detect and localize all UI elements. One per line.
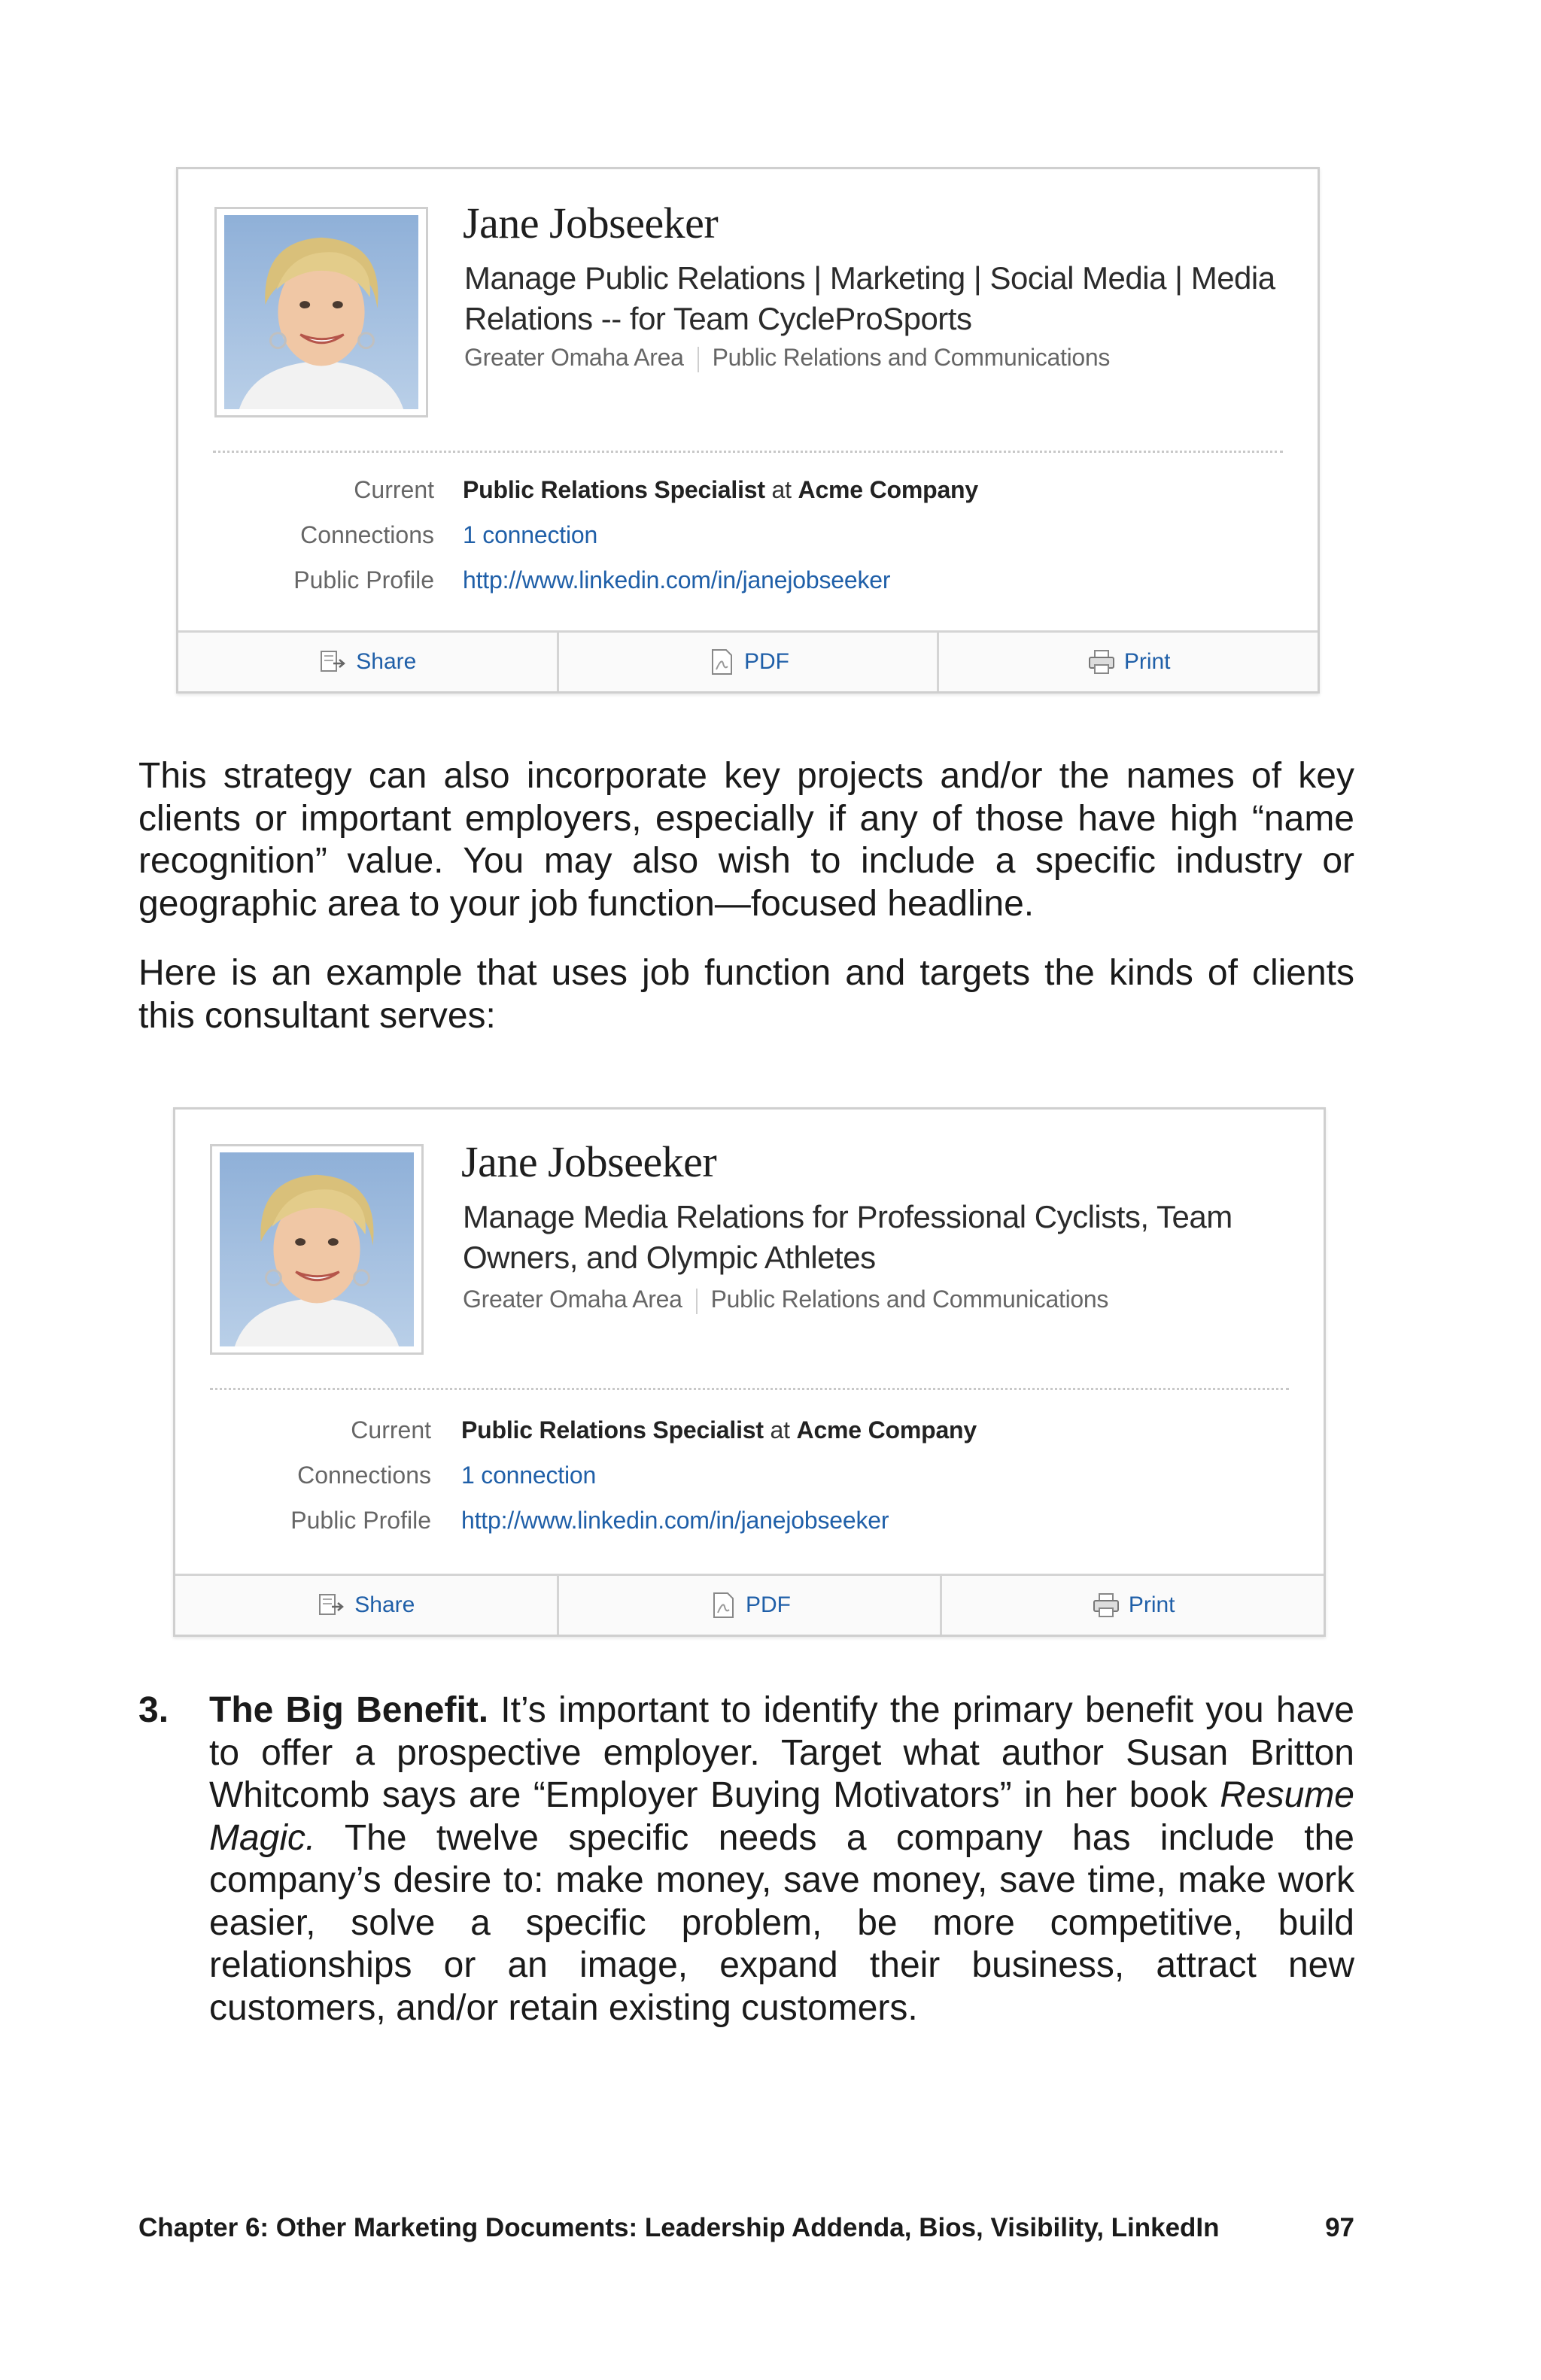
- book-title: Resume Magic.: [209, 1775, 1354, 1858]
- separator: [696, 1289, 698, 1314]
- profile-photo: [214, 207, 428, 417]
- item-text-part-1: It’s important to identify the primary benefit you have to offer a prospective employer. Target what author Susan Britton Whitcomb says are “Employer Buying Motivators” in her book: [209, 1690, 1354, 1815]
- current-label: Current: [354, 476, 434, 503]
- profile-name: Jane Jobseeker: [461, 1137, 717, 1186]
- public-profile-row: [178, 560, 1318, 606]
- profile-toolbar: [178, 630, 1318, 691]
- connections-row: [175, 1456, 1324, 1501]
- connections-link[interactable]: 1 connection: [463, 521, 598, 548]
- pdf-label: PDF: [744, 649, 789, 674]
- pdf-button[interactable]: [559, 633, 940, 691]
- footer-chapter: Chapter 6: Other Marketing Documents: Leadership Addenda, Bios, Visibility, LinkedIn: [138, 2213, 1220, 2242]
- item-text: [209, 1689, 1354, 2029]
- profile-photo-image: [223, 215, 420, 409]
- dotted-divider: [210, 1388, 1289, 1390]
- print-label: Print: [1123, 649, 1171, 674]
- profile-photo: [210, 1144, 424, 1355]
- profile-details: [178, 470, 1318, 606]
- location-industry-line: [464, 344, 1110, 372]
- share-icon: [317, 1590, 347, 1620]
- public-profile-link[interactable]: http://www.linkedin.com/in/janejobseeker: [463, 566, 891, 593]
- current-title: Public Relations Specialist: [461, 1416, 764, 1443]
- share-icon: [318, 647, 348, 677]
- share-label: Share: [356, 649, 417, 674]
- profile-name: Jane Jobseeker: [463, 199, 719, 247]
- page-footer: [138, 2213, 1354, 2243]
- share-label: Share: [354, 1592, 415, 1617]
- profile-photo-image: [218, 1152, 415, 1346]
- profile-location: Greater Omaha Area: [463, 1286, 682, 1313]
- current-title: Public Relations Specialist: [463, 476, 765, 503]
- pdf-icon: [707, 647, 737, 677]
- connections-label: Connections: [300, 521, 434, 548]
- item-title: The Big Benefit.: [209, 1690, 489, 1730]
- public-profile-label: Public Profile: [290, 1507, 431, 1534]
- share-button[interactable]: [178, 633, 559, 691]
- public-profile-label: Public Profile: [293, 566, 434, 593]
- connections-label: Connections: [297, 1462, 431, 1489]
- current-label: Current: [351, 1416, 431, 1443]
- pdf-button[interactable]: [559, 1576, 943, 1635]
- public-profile-row: [175, 1501, 1324, 1546]
- print-button[interactable]: [939, 633, 1318, 691]
- share-button[interactable]: [175, 1576, 559, 1635]
- connections-link[interactable]: 1 connection: [461, 1462, 597, 1489]
- location-industry-line: [463, 1286, 1108, 1314]
- pdf-label: PDF: [746, 1592, 791, 1617]
- profile-toolbar: [175, 1574, 1324, 1635]
- linkedin-profile-card-1: [176, 167, 1320, 694]
- pdf-icon: [708, 1590, 738, 1620]
- separator: [698, 347, 699, 372]
- profile-industry: Public Relations and Communications: [710, 1286, 1109, 1313]
- profile-industry: Public Relations and Communications: [712, 344, 1111, 371]
- current-at: at: [770, 1416, 790, 1443]
- public-profile-link[interactable]: http://www.linkedin.com/in/janejobseeker: [461, 1507, 889, 1534]
- body-paragraph-1: This strategy can also incorporate key projects and/or the names of key clients or important employers, especially if any of those have high “name recognition” value. You may also wish to include a specific industry or geographic area to your job function—focused headline.: [138, 756, 1354, 924]
- print-label: Print: [1128, 1592, 1175, 1617]
- print-icon: [1087, 647, 1117, 677]
- profile-headline: Manage Media Relations for Professional Cyclists, Team Owners, and Olympic Athletes: [463, 1199, 1232, 1275]
- item-number: 3.: [138, 1690, 169, 1730]
- profile-headline: Manage Public Relations | Marketing | Social Media | Media Relations -- for Team CycleProSports: [464, 260, 1275, 336]
- page-number: 97: [1325, 2213, 1354, 2242]
- connections-row: [178, 515, 1318, 560]
- current-row: [178, 470, 1318, 515]
- body-paragraph-2: Here is an example that uses job function and targets the kinds of clients this consultant serves:: [138, 953, 1354, 1036]
- item-text-part-2: The twelve specific needs a company has include the company’s desire to: make money, save money, save time, make work easier, solve a specific problem, be more competitive, build relationships or an image, expand their business, attract new customers, and/or retain existing customers.: [209, 1817, 1354, 2028]
- print-button[interactable]: [942, 1576, 1324, 1635]
- print-icon: [1091, 1590, 1121, 1620]
- dotted-divider: [213, 451, 1283, 453]
- current-value: [463, 476, 978, 504]
- current-company: Acme Company: [798, 476, 978, 503]
- current-row: [175, 1410, 1324, 1456]
- profile-location: Greater Omaha Area: [464, 344, 684, 371]
- current-company: Acme Company: [796, 1416, 977, 1443]
- linkedin-profile-card-2: [173, 1107, 1326, 1637]
- current-at: at: [771, 476, 792, 503]
- current-value: [461, 1416, 977, 1444]
- profile-details: [175, 1410, 1324, 1546]
